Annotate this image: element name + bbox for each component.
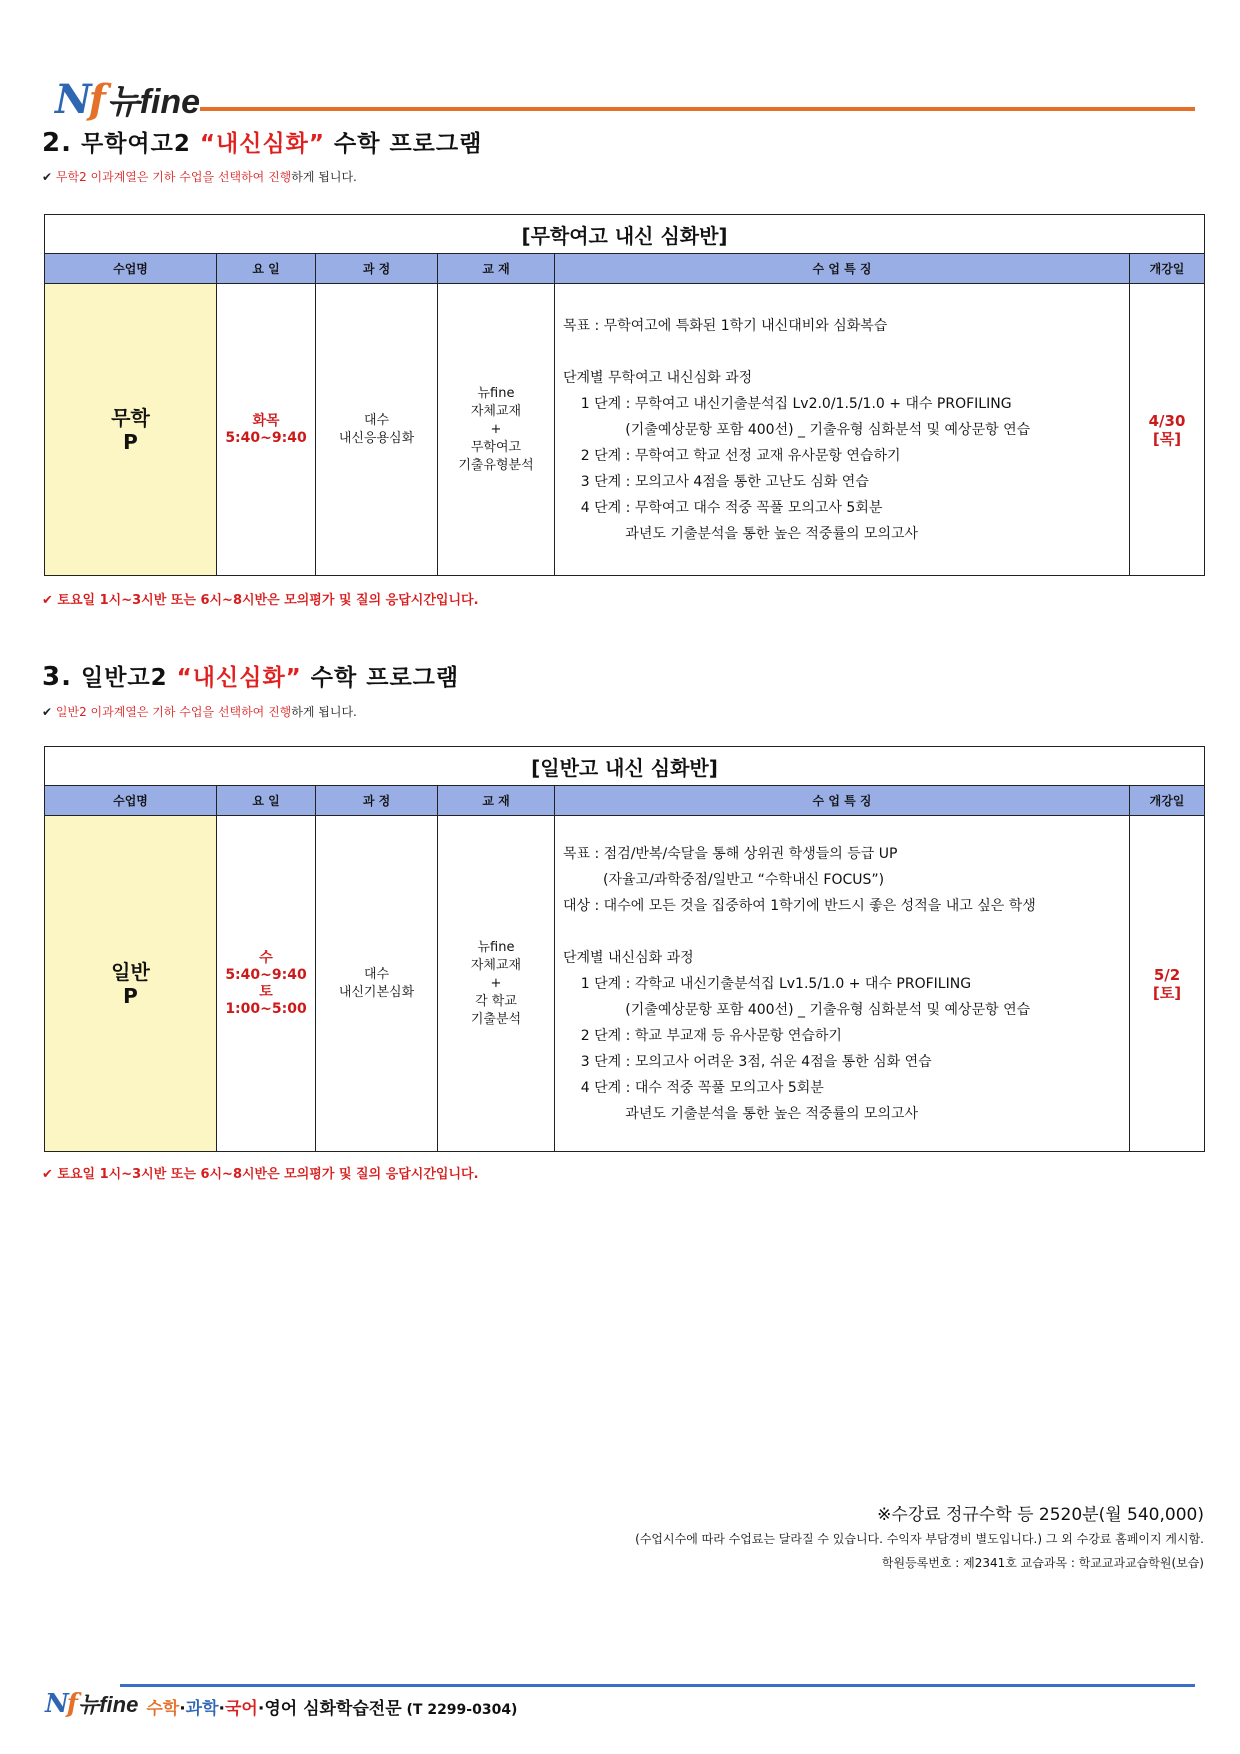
table-header-row <box>45 786 1205 816</box>
footer-brand <box>45 1688 517 1719</box>
table-row <box>45 816 1205 1152</box>
section-3-saturday-note: ✔ 토요일 1시~3시반 또는 6시~8시반은 모의평가 및 질의 응답시간입니다. <box>42 1167 479 1182</box>
header-days: 요 일 <box>217 786 316 816</box>
table-caption: [일반고 내신 심화반] <box>45 747 1205 786</box>
class-start-date: 4/30 [목] <box>1130 284 1205 576</box>
general-program-table <box>44 746 1205 1152</box>
logo-text: 뉴fine <box>106 83 201 121</box>
header-features: 수 업 특 징 <box>555 786 1130 816</box>
class-course: 대수 내신응용심화 <box>316 284 438 576</box>
registration-info: 학원등록번호 : 제2341호 교습과목 : 학교교과교습학원(보습) <box>881 1556 1204 1570</box>
header-textbook: 교 재 <box>438 786 555 816</box>
header-days: 요 일 <box>217 254 316 284</box>
class-textbook: 뉴fine 자체교재 + 무학여고 기출유형분석 <box>438 284 555 576</box>
header-class-name: 수업명 <box>45 786 217 816</box>
header-class-name: 수업명 <box>45 254 217 284</box>
header-features: 수 업 특 징 <box>555 254 1130 284</box>
header-start-date: 개강일 <box>1130 786 1205 816</box>
check-icon: ✔ <box>42 170 53 184</box>
class-features: 목표 : 점검/반복/숙달을 통해 상위권 학생들의 등급 UP (자율고/과학중점/일반고 “수학내신 FOCUS”) 대상 : 대수에 모든 것을 집중하여 1학기에 반드시 좋은 성적을 내고 싶은 학생 단계별 내신심화 과정 1 단계 : 각학교 내신기출분석집 Lv1.5/1.0 + 대수 PROFILING (기출예상문항 포함 400선) _ 기출유형 심화분석 및 예상문항 연습 2 단계 : 학교 부교재 등 유사문항 연습하기 3 단계 : 모의고사 어려운 3점, 쉬운 4점을 통한 심화 연습 4 단계 : 대수 적중 꼭풀 모의고사 5회분 과년도 기출분석을 통한 높은 적중률의 모의고사 <box>555 816 1130 1152</box>
header-start-date: 개강일 <box>1130 254 1205 284</box>
header-course: 과 정 <box>316 786 438 816</box>
table-caption: [무학여고 내신 심화반] <box>45 215 1205 254</box>
class-name: 일반 P <box>45 816 217 1152</box>
muhak-program-table <box>44 214 1205 576</box>
section-3-note: ✔ 일반2 이과계열은 기하 수업을 선택하여 진행하게 됩니다. <box>42 705 357 719</box>
header-course: 과 정 <box>316 254 438 284</box>
class-course: 대수 내신기본심화 <box>316 816 438 1152</box>
footer-logo-mark: Nf <box>45 1689 76 1719</box>
section-2-title: 2. 무학여고2 “내신심화” 수학 프로그램 <box>42 128 483 158</box>
class-features: 목표 : 무학여고에 특화된 1학기 내신대비와 심화복습 단계별 무학여고 내신심화 과정 1 단계 : 무학여고 내신기출분석집 Lv2.0/1.5/1.0 + 대수 PROFILING (기출예상문항 포함 400선) _ 기출유형 심화분석 및 예상문항 연습 2 단계 : 무학여고 학교 선정 교재 유사문항 연습하기 3 단계 : 모의고사 4점을 통한 고난도 심화 연습 4 단계 : 무학여고 대수 적중 꼭풀 모의고사 5회분 과년도 기출분석을 통한 높은 적중률의 모의고사 <box>555 284 1130 576</box>
section-2-saturday-note: ✔ 토요일 1시~3시반 또는 6시~8시반은 모의평가 및 질의 응답시간입니다. <box>42 593 479 608</box>
class-days: 수 5:40~9:40 토 1:00~5:00 <box>217 816 316 1152</box>
footer-tagline: 수학·과학·국어·영어 심화학습전문 (T 2299-0304) <box>146 1699 518 1719</box>
table-header-row <box>45 254 1205 284</box>
header-textbook: 교 재 <box>438 254 555 284</box>
section-2-note: ✔ 무학2 이과계열은 기하 수업을 선택하여 진행하게 됩니다. <box>42 170 357 184</box>
header-divider <box>200 107 1195 111</box>
class-name: 무학 P <box>45 284 217 576</box>
academy-logo <box>55 68 200 122</box>
tuition-note: (수업시수에 따라 수업료는 달라질 수 있습니다. 수익자 부담경비 별도입니다.) 그 외 수강료 홈페이지 게시함. <box>635 1532 1204 1546</box>
table-row <box>45 284 1205 576</box>
class-textbook: 뉴fine 자체교재 + 각 학교 기출분석 <box>438 816 555 1152</box>
logo-mark: Nf <box>55 76 103 123</box>
check-icon: ✔ <box>42 705 53 719</box>
footer-logo-text: 뉴fine <box>77 1692 139 1717</box>
section-3-title: 3. 일반고2 “내신심화” 수학 프로그램 <box>42 662 460 692</box>
footer-divider <box>120 1684 1195 1687</box>
class-days: 화목 5:40~9:40 <box>217 284 316 576</box>
tuition-fee: ※수강료 정규수학 등 2520분(월 540,000) <box>877 1505 1204 1525</box>
class-start-date: 5/2 [토] <box>1130 816 1205 1152</box>
